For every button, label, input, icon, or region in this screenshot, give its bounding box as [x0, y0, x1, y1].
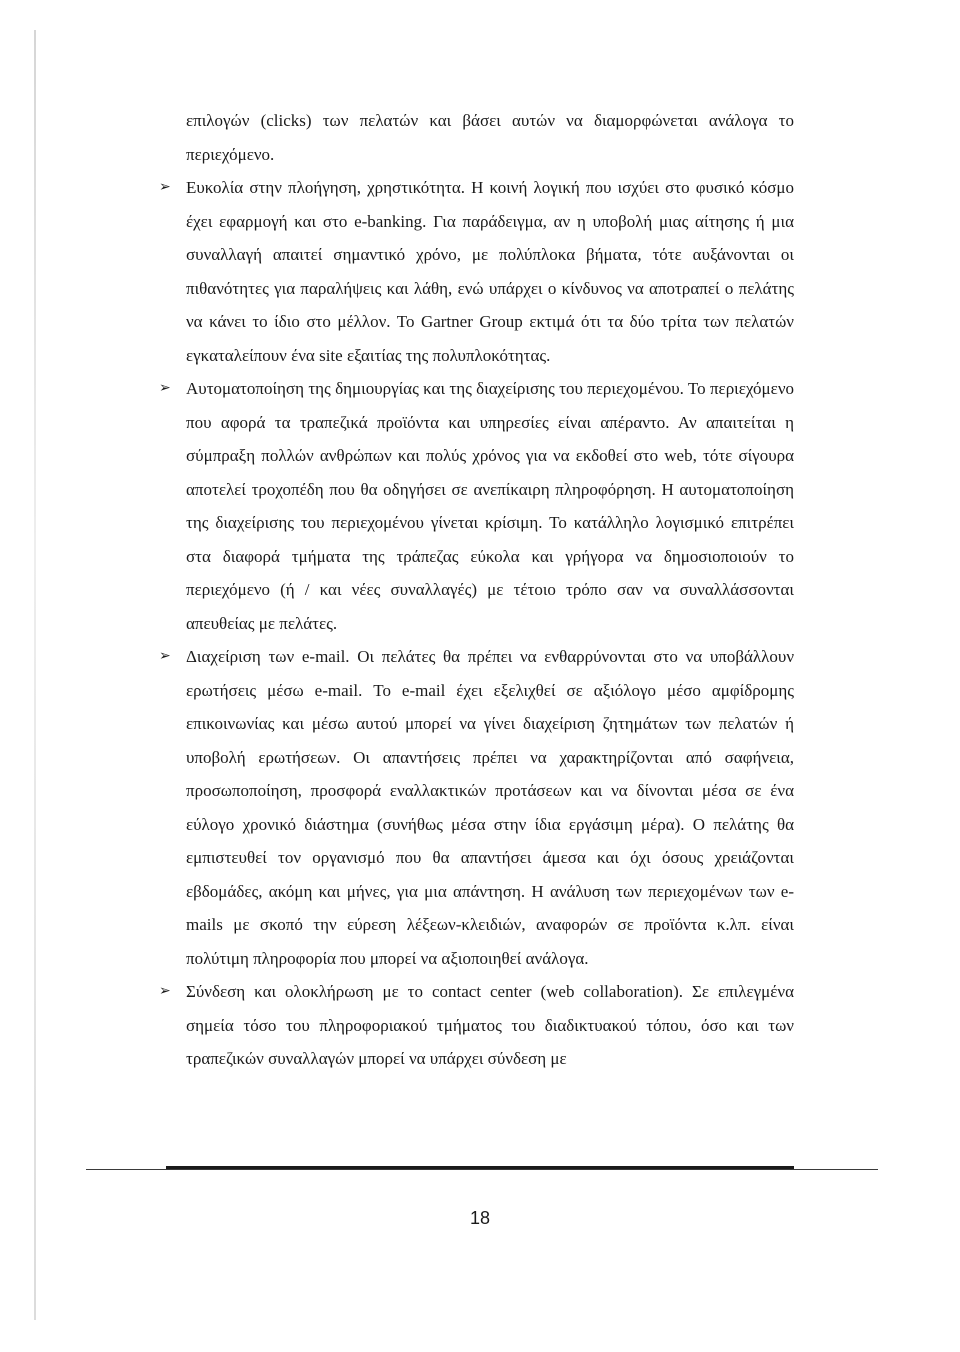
footer-rule-thin — [86, 1169, 878, 1170]
arrowhead-bullet-icon: ➢ — [159, 179, 171, 195]
bullet-text: Διαχείριση των e-mail. Οι πελάτες θα πρέπει να ενθαρρύνονται στο να υποβάλλουν ερωτήσεις μέσω e-mail. Το e-mail έχει εξελιχθεί σε αξιόλογο μέσο αμφίδρομης επικοινωνίας και μέσω αυτού μπορεί να γίνει διαχείριση ζητημάτων των πελατών ή υποβολή ερωτήσεων. Οι απαντήσεις πρέπει να χαρακτηρίζονται από σαφήνεια, προσωποποίηση, προσφορά εναλλακτικών προτάσεων και να δίνονται μέσα σε ένα εύλογο χρονικό διάστημα (συνήθως μέσα στην ίδια εργάσιμη μέρα). Ο πελάτης θα εμπιστευθεί τον οργανισμό που θα απαντήσει άμεσα και όχι όσους χρειάζονται εβδομάδες, ακόμη και μήνες, για μια απάντηση. Η ανάλυση των περιεχομένων των e-mails με σκοπό την εύρεση λέξεων-κλειδιών, αναφορών σε προϊόντα κ.λπ. είναι πολύτιμη πληροφορία που μπορεί να αξιοποιηθεί ανάλογα. — [186, 647, 794, 968]
bullet-item-contact-center — [159, 975, 794, 1076]
bullet-text: Σύνδεση και ολοκλήρωση με το contact center (web collaboration). Σε επιλεγμένα σημεία τόσο του πληροφοριακού τμήματος του διαδικτυακού τόπου, όσο και των τραπεζικών συναλλαγών μπορεί να υπάρχει σύνδεση με — [186, 982, 794, 1068]
arrowhead-bullet-icon: ➢ — [159, 380, 171, 396]
bullet-item-content-automation — [159, 372, 794, 640]
document-body — [159, 104, 794, 1076]
bullet-text: Ευκολία στην πλοήγηση, χρηστικότητα. Η κοινή λογική που ισχύει στο φυσικό κόσμο έχει εφαρμογή και στο e-banking. Για παράδειγμα, αν η υποβολή μιας αίτησης ή μια συναλλαγή απαιτεί σημαντικό χρόνο, με πολύπλοκα βήματα, τότε αυξάνονται οι πιθανότητες για παραλήψεις και λάθη, ενώ υπάρχει ο κίνδυνος να αποτραπεί ο πελάτης να κάνει το ίδιο στο μέλλον. Το Gartner Group εκτιμά ότι τα δύο τρίτα των πελατών εγκαταλείπουν ένα site εξαιτίας της πολυπλοκότητας. — [186, 178, 794, 365]
bullet-item-email-management — [159, 640, 794, 975]
arrowhead-bullet-icon: ➢ — [159, 648, 171, 664]
scan-edge-shadow — [34, 30, 36, 1320]
bullet-text: Αυτοματοποίηση της δημιουργίας και της διαχείρισης του περιεχομένου. Το περιεχόμενο που αφορά τα τραπεζικά προϊόντα και υπηρεσίες είναι απέραντο. Αν απαιτείται η σύμπραξη πολλών ανθρώπων και πολύς χρόνος για να εκδοθεί στο web, τότε σίγουρα αποτελεί τροχοπέδη που θα οδηγήσει σε ανεπίκαιρη πληροφόρηση. Η αυτοματοποίηση της διαχείρισης του περιεχομένου γίνεται κρίσιμη. Το κατάλληλο λογισμικό επιτρέπει στα διαφορά τμήματα της τράπεζας εύκολα και γρήγορα να δημοσιοποιούν το περιεχόμενο (ή / και νέες συναλλαγές) με τέτοιο τρόπο σαν να συναλλάσσονται απευθείας με πελάτες. — [186, 379, 794, 633]
arrowhead-bullet-icon: ➢ — [159, 983, 171, 999]
intro-paragraph: επιλογών (clicks) των πελατών και βάσει αυτών να διαμορφώνεται ανάλογα το περιεχόμενο. — [186, 111, 794, 164]
page-number: 18 — [469, 1208, 491, 1228]
bullet-item-navigation — [159, 171, 794, 372]
